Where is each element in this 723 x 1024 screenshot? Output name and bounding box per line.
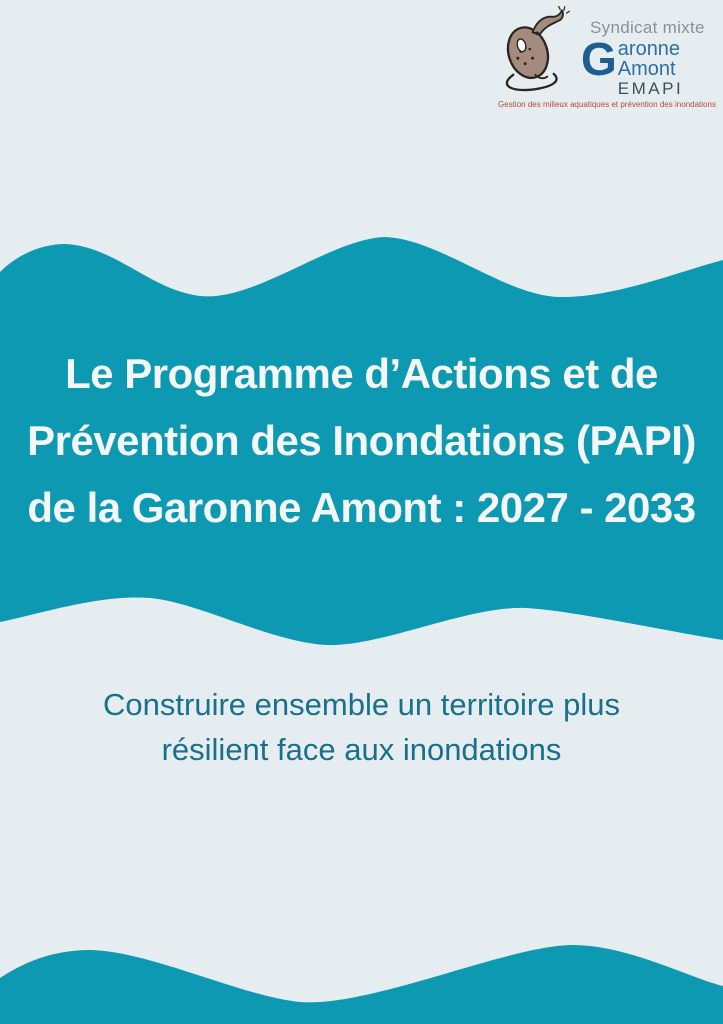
gemapi-logo <box>493 6 721 109</box>
page-title <box>0 340 723 541</box>
logo-tagline: Gestion des milieux aquatiques et prévention des inondations <box>498 100 716 109</box>
title-line-1: Le Programme d’Actions et de <box>65 350 658 397</box>
bottom-wave <box>0 940 723 1024</box>
logo-text <box>581 18 721 98</box>
logo-big-g: G <box>581 33 617 85</box>
logo-garonne-amont: aronne Amont <box>617 38 681 80</box>
logo-garonne-amont-gemapi <box>581 33 721 98</box>
logo-row <box>493 6 721 98</box>
logo-gemapi-label: EMAPI <box>617 79 684 98</box>
subtitle-line-1: Construire ensemble un territoire plus <box>103 687 620 722</box>
page-subtitle <box>0 682 723 772</box>
subtitle-line-2: résilient face aux inondations <box>161 732 562 767</box>
title-line-3: de la Garonne Amont : 2027 - 2033 <box>27 484 696 531</box>
title-line-2: Prévention des Inondations (PAPI) <box>27 417 696 464</box>
desman-mascot-icon <box>493 6 585 92</box>
logo-org-name: Syndicat mixte <box>590 18 705 37</box>
